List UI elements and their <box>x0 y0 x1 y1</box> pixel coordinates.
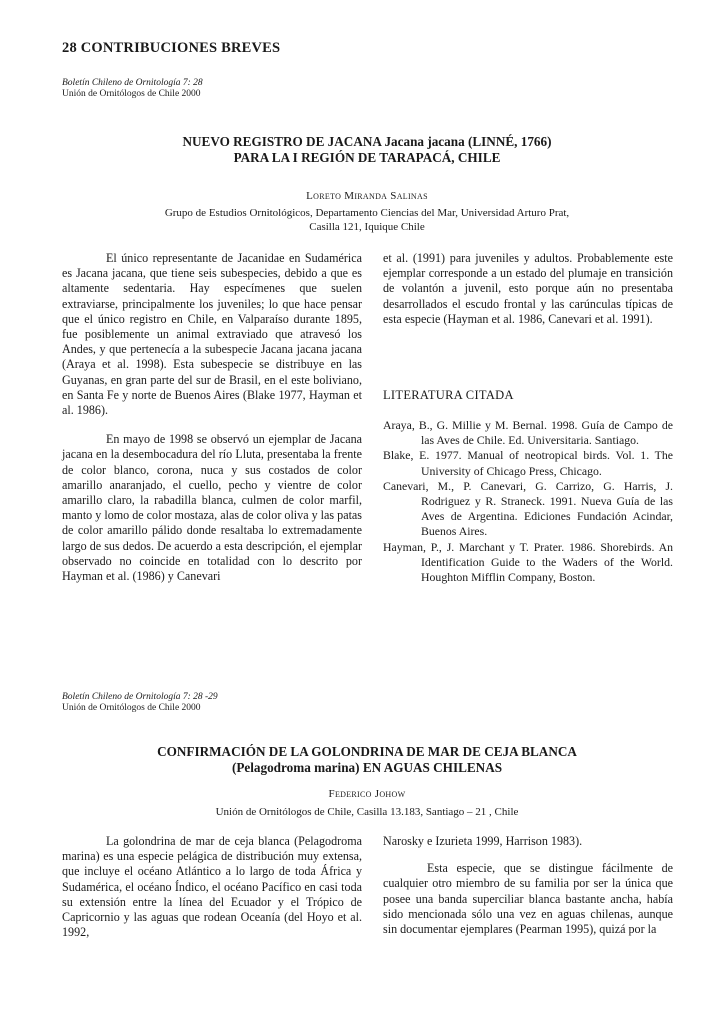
article2-publisher-line: Unión de Ornitólogos de Chile 2000 <box>62 703 201 713</box>
article2-paragraph: La golondrina de mar de ceja blanca (Pelagodroma marina) es una especie pelágica de distribución muy extensa, que incluye el océano Atlántico a lo largo de toda África y Sudamérica, el océano Índico, el océano Pacífico en casi toda su extensión entre la línea del Ecuador y el Trópico de Capricornio y las aguas que rodean Oceanía (del Hoyo et al. 1992, <box>62 834 362 940</box>
article2-citation <box>62 692 218 714</box>
article2-journal-line: Boletín Chileno de Ornitología 7: 28 -29 <box>62 692 218 702</box>
article1-affiliation-line2: Casilla 121, Iquique Chile <box>309 221 425 233</box>
article1-title-line2: PARA LA I REGIÓN DE TARAPACÁ, CHILE <box>233 150 501 165</box>
article1-title-line1: NUEVO REGISTRO DE JACANA Jacana jacana (LINNÉ, 1766) <box>182 134 552 149</box>
article1-journal-line: Boletín Chileno de Ornitología 7: 28 <box>62 78 203 88</box>
article2-paragraph: Esta especie, que se distingue fácilmente de cualquier otro miembro de su familia por ser la única que posee una banda superciliar blanca bastante ancha, había sido mencionada sólo una vez en aguas chilenas, aunque sin documentar ejemplares (Pearman 1995), quizá por la <box>383 861 673 937</box>
reference-list <box>383 418 673 585</box>
article2-left-column <box>62 834 362 940</box>
article2-title-line1: CONFIRMACIÓN DE LA GOLONDRINA DE MAR DE CEJA BLANCA <box>157 744 577 759</box>
article1-paragraph: et al. (1991) para juveniles y adultos. Probablemente este ejemplar corresponde a un estado del plumaje en transición de volantón a juvenil, esto porque aún no presentaba desarrollados el escudo frontal y las carúnculas típicas de esta especie (Hayman et al. 1986, Canevari et al. 1991). <box>383 251 673 326</box>
article2-right-column <box>383 834 673 937</box>
article1-citation <box>62 78 203 100</box>
article2-author: Federico Johow <box>328 788 406 800</box>
article2-affiliation: Unión de Ornitólogos de Chile, Casilla 13.183, Santiago – 21 , Chile <box>215 806 519 818</box>
article1-paragraph: En mayo de 1998 se observó un ejemplar de Jacana jacana en la desembocadura del río Lluta, presentaba la frente de color blanco, corona, nuca y sus costados de color amarillo anaranjado, el cuello, pecho y vientre de color amarillo claro, la rabadilla blanca, culmen de color marfil, manto y lomo de color mostaza, alas de color oliva y las patas de color amarillo pálido donde resaltaba lo extremadamente largo de sus dedos. De acuerdo a esta descripción, el ejemplar observado no coincide en totalidad con lo descrito por Hayman et al. (1986) y Canevari <box>62 432 362 584</box>
article1-affiliation <box>62 206 672 234</box>
article2-title-line2: (Pelagodroma marina) EN AGUAS CHILENAS <box>231 760 503 775</box>
page-header: 28 CONTRIBUCIONES BREVES <box>62 40 281 56</box>
article2-paragraph: Narosky e Izurieta 1999, Harrison 1983). <box>383 834 583 848</box>
article2-title <box>62 744 672 776</box>
article1-author: Loreto Miranda Salinas <box>306 190 428 202</box>
article1-title <box>62 134 672 166</box>
article1-publisher-line: Unión de Ornitólogos de Chile 2000 <box>62 89 201 99</box>
article1-right-column <box>383 251 673 327</box>
literature-cited-heading: LITERATURA CITADA <box>383 388 514 402</box>
article1-affiliation-line1: Grupo de Estudios Ornitológicos, Departamento Ciencias del Mar, Universidad Arturo Prat, <box>164 207 570 219</box>
reference-item: Blake, E. 1977. Manual of neotropical birds. Vol. 1. The University of Chicago Press, Chicago. <box>383 448 673 478</box>
article1-paragraph: El único representante de Jacanidae en Sudamérica es Jacana jacana, que tiene seis subespecies, debido a que es altamente sedentaria. Hay especímenes que suelen extraviarse, principalmente los juveniles; lo que hace pensar que el único registro en Chile, en Valparaíso durante 1895, fue posiblemente un animal extraviado que atravesó los Andes, y que pertenecía a la subespecie Jacana jacana jacana (Araya et al. 1998). Esta subespecie se distribuye en las Guyanas, en gran parte del sur de Brasil, en el este boliviano, en Santa Fe y norte de Buenos Aires (Blake 1977, Hayman et al. 1986). <box>62 251 362 418</box>
reference-item: Hayman, P., J. Marchant y T. Prater. 1986. Shorebirds. An Identification Guide to the Waders of the World. Houghton Mifflin Company, Boston. <box>383 539 673 585</box>
article1-left-column <box>62 251 362 584</box>
reference-item: Canevari, M., P. Canevari, G. Carrizo, G. Harris, J. Rodriguez y R. Straneck. 1991. Nueva Guía de las Aves de Argentina. Ediciones Fundación Acindar, Buenos Aires. <box>383 478 673 539</box>
reference-item: Araya, B., G. Millie y M. Bernal. 1998. Guía de Campo de las Aves de Chile. Ed. Universitaria. Santiago. <box>383 418 673 448</box>
